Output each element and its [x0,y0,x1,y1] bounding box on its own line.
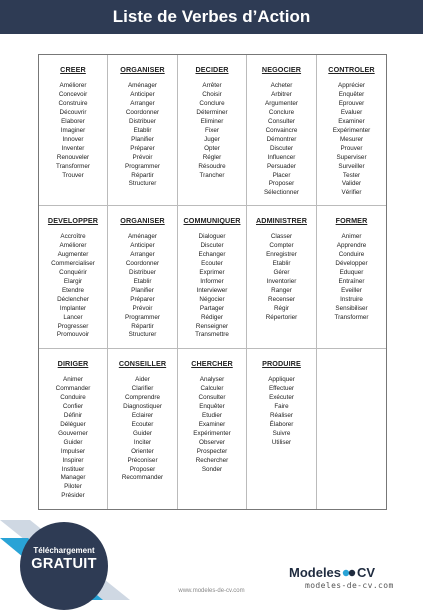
verb-item: Déclencher [57,295,89,303]
verb-item: Arranger [130,250,155,258]
verb-item: Animer [63,376,83,383]
verb-list [108,376,177,483]
verb-item: Préconiser [127,456,158,464]
verb-item: Effectuer [268,384,295,392]
verb-list [39,376,107,501]
verb-item: Conquérir [59,268,87,276]
verb-item: Transmettre [195,331,229,339]
verb-category-cell [317,206,386,349]
verb-item: Élaborer [269,420,294,428]
verb-item: Suivre [272,429,291,437]
verb-list [317,233,386,323]
verb-item: Guider [133,429,152,437]
brand-logo [289,565,375,580]
verb-item: Structurer [128,180,157,188]
verb-item: Déléguer [60,420,86,428]
verb-item: Inciter [133,438,152,446]
verb-category-cell [178,349,247,509]
verb-item: Examiner [198,420,226,428]
verb-category-cell [317,55,386,206]
category-title: ORGANISER [120,216,165,225]
verb-item: Ecouter [201,259,223,267]
verb-item: Programmer [125,313,160,321]
verb-item: Implanter [59,304,87,312]
verb-list [247,233,316,323]
verb-item: Animer [341,233,362,240]
verb-item: Utiliser [271,438,292,446]
verb-category-cell [108,55,178,206]
verb-category-cell [247,349,317,509]
verb-item: Recenser [268,295,295,303]
verb-item: Apprécier [338,82,365,89]
category-title: CHERCHER [191,359,233,368]
verb-item: Résoudre [198,162,226,170]
verb-item: Commercialiser [51,259,95,267]
verb-item: Etudier [202,411,222,419]
verb-item: Sonder [201,465,223,473]
verb-item: Consulter [198,393,226,401]
verb-list [247,82,316,198]
category-title: DEVELOPPER [47,216,99,225]
category-title: CONTROLER [328,65,375,74]
verb-item: Inventorier [266,277,297,285]
verb-item: Impulser [60,447,86,455]
verb-item: Etablir [272,259,291,267]
category-title: COMMUNIQUER [183,216,241,225]
verb-item: Anticiper [130,90,155,98]
category-title: ADMINISTRER [255,216,307,225]
verb-item: Régler [202,153,222,161]
verb-item: Classer [270,233,293,240]
verb-item: Piloter [64,483,82,491]
verb-item: Conduire [60,393,86,401]
verb-item: Promouvoir [56,331,90,339]
verb-item: Echanger [198,250,226,258]
verb-item: Définir [63,411,83,419]
watermark-text: modeles-de-cv.com [305,581,394,590]
verb-category-cell [108,206,178,349]
verb-item: Confier [62,402,84,410]
verb-item: Découvrir [59,108,87,116]
verb-item: Persuader [266,162,297,170]
verb-item: Transformer [334,313,369,321]
verb-item: Recommander [121,474,164,482]
verb-item: Acheter [270,82,293,89]
verb-item: Améliorer [59,82,87,89]
verb-item: Opter [204,144,220,152]
verb-item: Faire [274,402,289,410]
category-title: CREER [60,65,86,74]
verb-item: Lancer [63,313,83,321]
verb-item: Etablir [133,126,152,134]
verb-item: Manager [60,474,86,482]
verb-item: Arbitrer [271,90,292,98]
verb-item: Examiner [338,117,365,125]
verb-item: Surveiller [338,162,365,170]
category-title: DIRIGER [57,359,89,368]
verb-item: Eprouver [338,99,365,107]
verb-item: Présider [61,492,85,500]
download-badge[interactable] [20,522,108,610]
page-title: Liste de Verbes d’Action [0,0,423,34]
verb-item: Choisir [202,90,222,98]
verb-item: Gérer [273,268,290,276]
verb-item: Evaluer [340,108,363,116]
verb-item: Eveiller [341,286,362,294]
verb-category-cell [178,55,247,206]
verb-item: Analyser [199,376,225,383]
verb-item: Exprimer [199,268,225,276]
verb-item: Clarifier [131,384,154,392]
logo-text-left: Modeles [289,565,342,580]
verb-item: Discuter [269,144,294,152]
verb-category-cell [39,206,108,349]
verb-category-cell [178,206,247,349]
verb-item: Répertorier [265,313,298,321]
verb-item: Commander [55,384,91,392]
badge-label-main: GRATUIT [31,556,97,572]
category-title: ORGANISER [120,65,165,74]
verb-item: Eduquer [339,268,364,276]
verb-item: Développer [335,259,368,267]
verb-category-cell [108,349,178,509]
verb-list [178,233,246,340]
verb-item: Etablir [133,277,152,285]
verb-category-cell [247,55,317,206]
verb-item: Réaliser [269,411,294,419]
verb-list [39,233,107,340]
verb-item: Augmenter [57,250,89,258]
verb-item: Distribuer [129,268,156,276]
verb-item: Répartir [131,322,154,330]
verb-item: Influencer [267,153,296,161]
verb-item: Améliorer [59,241,87,249]
verb-item: Argumenter [265,99,298,107]
verb-item: Trouver [62,171,84,179]
verb-item: Régir [273,304,290,312]
verb-item: Eliminer [200,117,224,125]
verb-item: Conclure [199,99,225,107]
verb-item: Juger [204,135,220,143]
verb-list [39,82,107,180]
verb-item: Structurer [128,331,157,339]
verb-item: Arrêter [202,82,222,89]
verb-item: Prouver [340,144,363,152]
verb-item: Préparer [130,144,155,152]
verb-item: Calculer [200,384,224,392]
logo-text-right: CV [357,565,376,580]
verb-item: Démontrer [266,135,297,143]
verb-item: Conclure [268,108,295,116]
verb-list [108,233,177,340]
verb-item: Préparer [130,295,155,303]
verb-item: Renouveler [56,153,90,161]
verb-item: Expérimenter [193,429,231,437]
category-title: CONSEILLER [118,359,167,368]
verb-item: Enquêter [338,90,365,98]
verb-item: Négocier [199,295,225,303]
verb-item: Ranger [271,286,292,294]
verb-item: Rechercher [195,456,229,464]
verb-list [247,376,316,448]
verb-item: Proposer [268,180,295,188]
verb-item: Valider [341,180,362,188]
verb-item: Observer [199,438,225,446]
verb-item: Gouverner [58,429,88,437]
badge-label-top: Téléchargement [33,546,95,555]
verb-item: Comprendre [125,393,160,401]
category-title: NEGOCIER [261,65,302,74]
verb-item: Trancher [199,171,225,179]
verb-item: Entraîner [338,277,365,285]
verb-item: Coordonner [125,108,160,116]
verb-item: Planifier [131,135,154,143]
verb-category-cell [39,349,108,509]
verb-item: Aménager [127,82,158,89]
verb-item: Fixer [205,126,219,134]
verb-item: Déterminer [196,108,228,116]
verb-item: Prévoir [132,304,153,312]
empty-cell [317,349,386,509]
verb-item: Instituer [61,465,85,473]
verb-table [38,54,387,510]
verb-item: Exécuter [269,393,294,401]
verb-item: Placer [272,171,291,179]
verb-item: Elargir [63,277,83,285]
verb-item: Discuter [200,241,224,249]
verb-item: Instruire [340,295,363,303]
verb-item: Anticiper [130,241,155,249]
category-title: PRODUIRE [262,359,301,368]
category-title: DECIDER [195,65,229,74]
verb-item: Coordonner [125,259,160,267]
verb-item: Renseigner [195,322,229,330]
verb-item: Distribuer [129,117,156,125]
verb-item: Programmer [125,162,160,170]
verb-item: Concevoir [58,90,88,98]
verb-item: Transformer [55,162,91,170]
verb-category-cell [39,55,108,206]
verb-item: Expérimenter [332,126,371,134]
verb-item: Interviewer [196,286,228,294]
verb-list [178,376,246,474]
verb-list [108,82,177,189]
verb-item: Prévoir [132,153,153,161]
verb-item: Ecouter [131,420,154,428]
verb-item: Vérifier [341,189,362,197]
verb-item: Aider [135,376,150,383]
verb-list [317,82,386,198]
verb-item: Prospecter [196,447,228,455]
verb-item: Partager [199,304,225,312]
verb-item: Innover [62,135,84,143]
verb-list [178,82,246,180]
footer-url[interactable]: www.modeles-de-cv.com [178,588,245,594]
verb-item: Arranger [130,99,155,107]
verb-item: Enquêter [199,402,225,410]
verb-item: Elaborer [61,117,85,125]
verb-item: Etendre [61,286,85,294]
verb-item: Guider [63,438,83,446]
verb-item: Inventer [61,144,85,152]
category-title: FORMER [335,216,368,225]
verb-item: Mesurer [339,135,364,143]
verb-item: Sélectionner [263,189,299,197]
verb-item: Proposer [129,465,156,473]
verb-item: Accroître [60,233,86,240]
verb-item: Enregistrer [266,250,297,258]
verb-item: Planifier [131,286,154,294]
verb-item: Imaginer [60,126,86,134]
verb-item: Apprendre [336,241,367,249]
verb-item: Informer [200,277,224,285]
verb-item: Eclairer [131,411,154,419]
verb-item: Diagnostiquer [123,402,162,410]
verb-item: Construire [58,99,88,107]
verb-item: Rédiger [200,313,224,321]
verb-item: Progresser [57,322,89,330]
verb-item: Dialoguer [198,233,226,240]
verb-item: Inspirer [62,456,84,464]
verb-category-cell [247,206,317,349]
verb-item: Sensibiliser [335,304,368,312]
verb-item: Compter [269,241,294,249]
logo-icon [342,567,356,579]
verb-item: Appliquer [268,376,295,383]
verb-item: Conduire [338,250,365,258]
verb-item: Superviser [336,153,367,161]
verb-item: Consulter [268,117,295,125]
verb-item: Orienter [131,447,154,455]
verb-item: Aménager [127,233,158,240]
verb-item: Convaincre [265,126,298,134]
verb-item: Répartir [131,171,154,179]
verb-item: Tester [342,171,361,179]
